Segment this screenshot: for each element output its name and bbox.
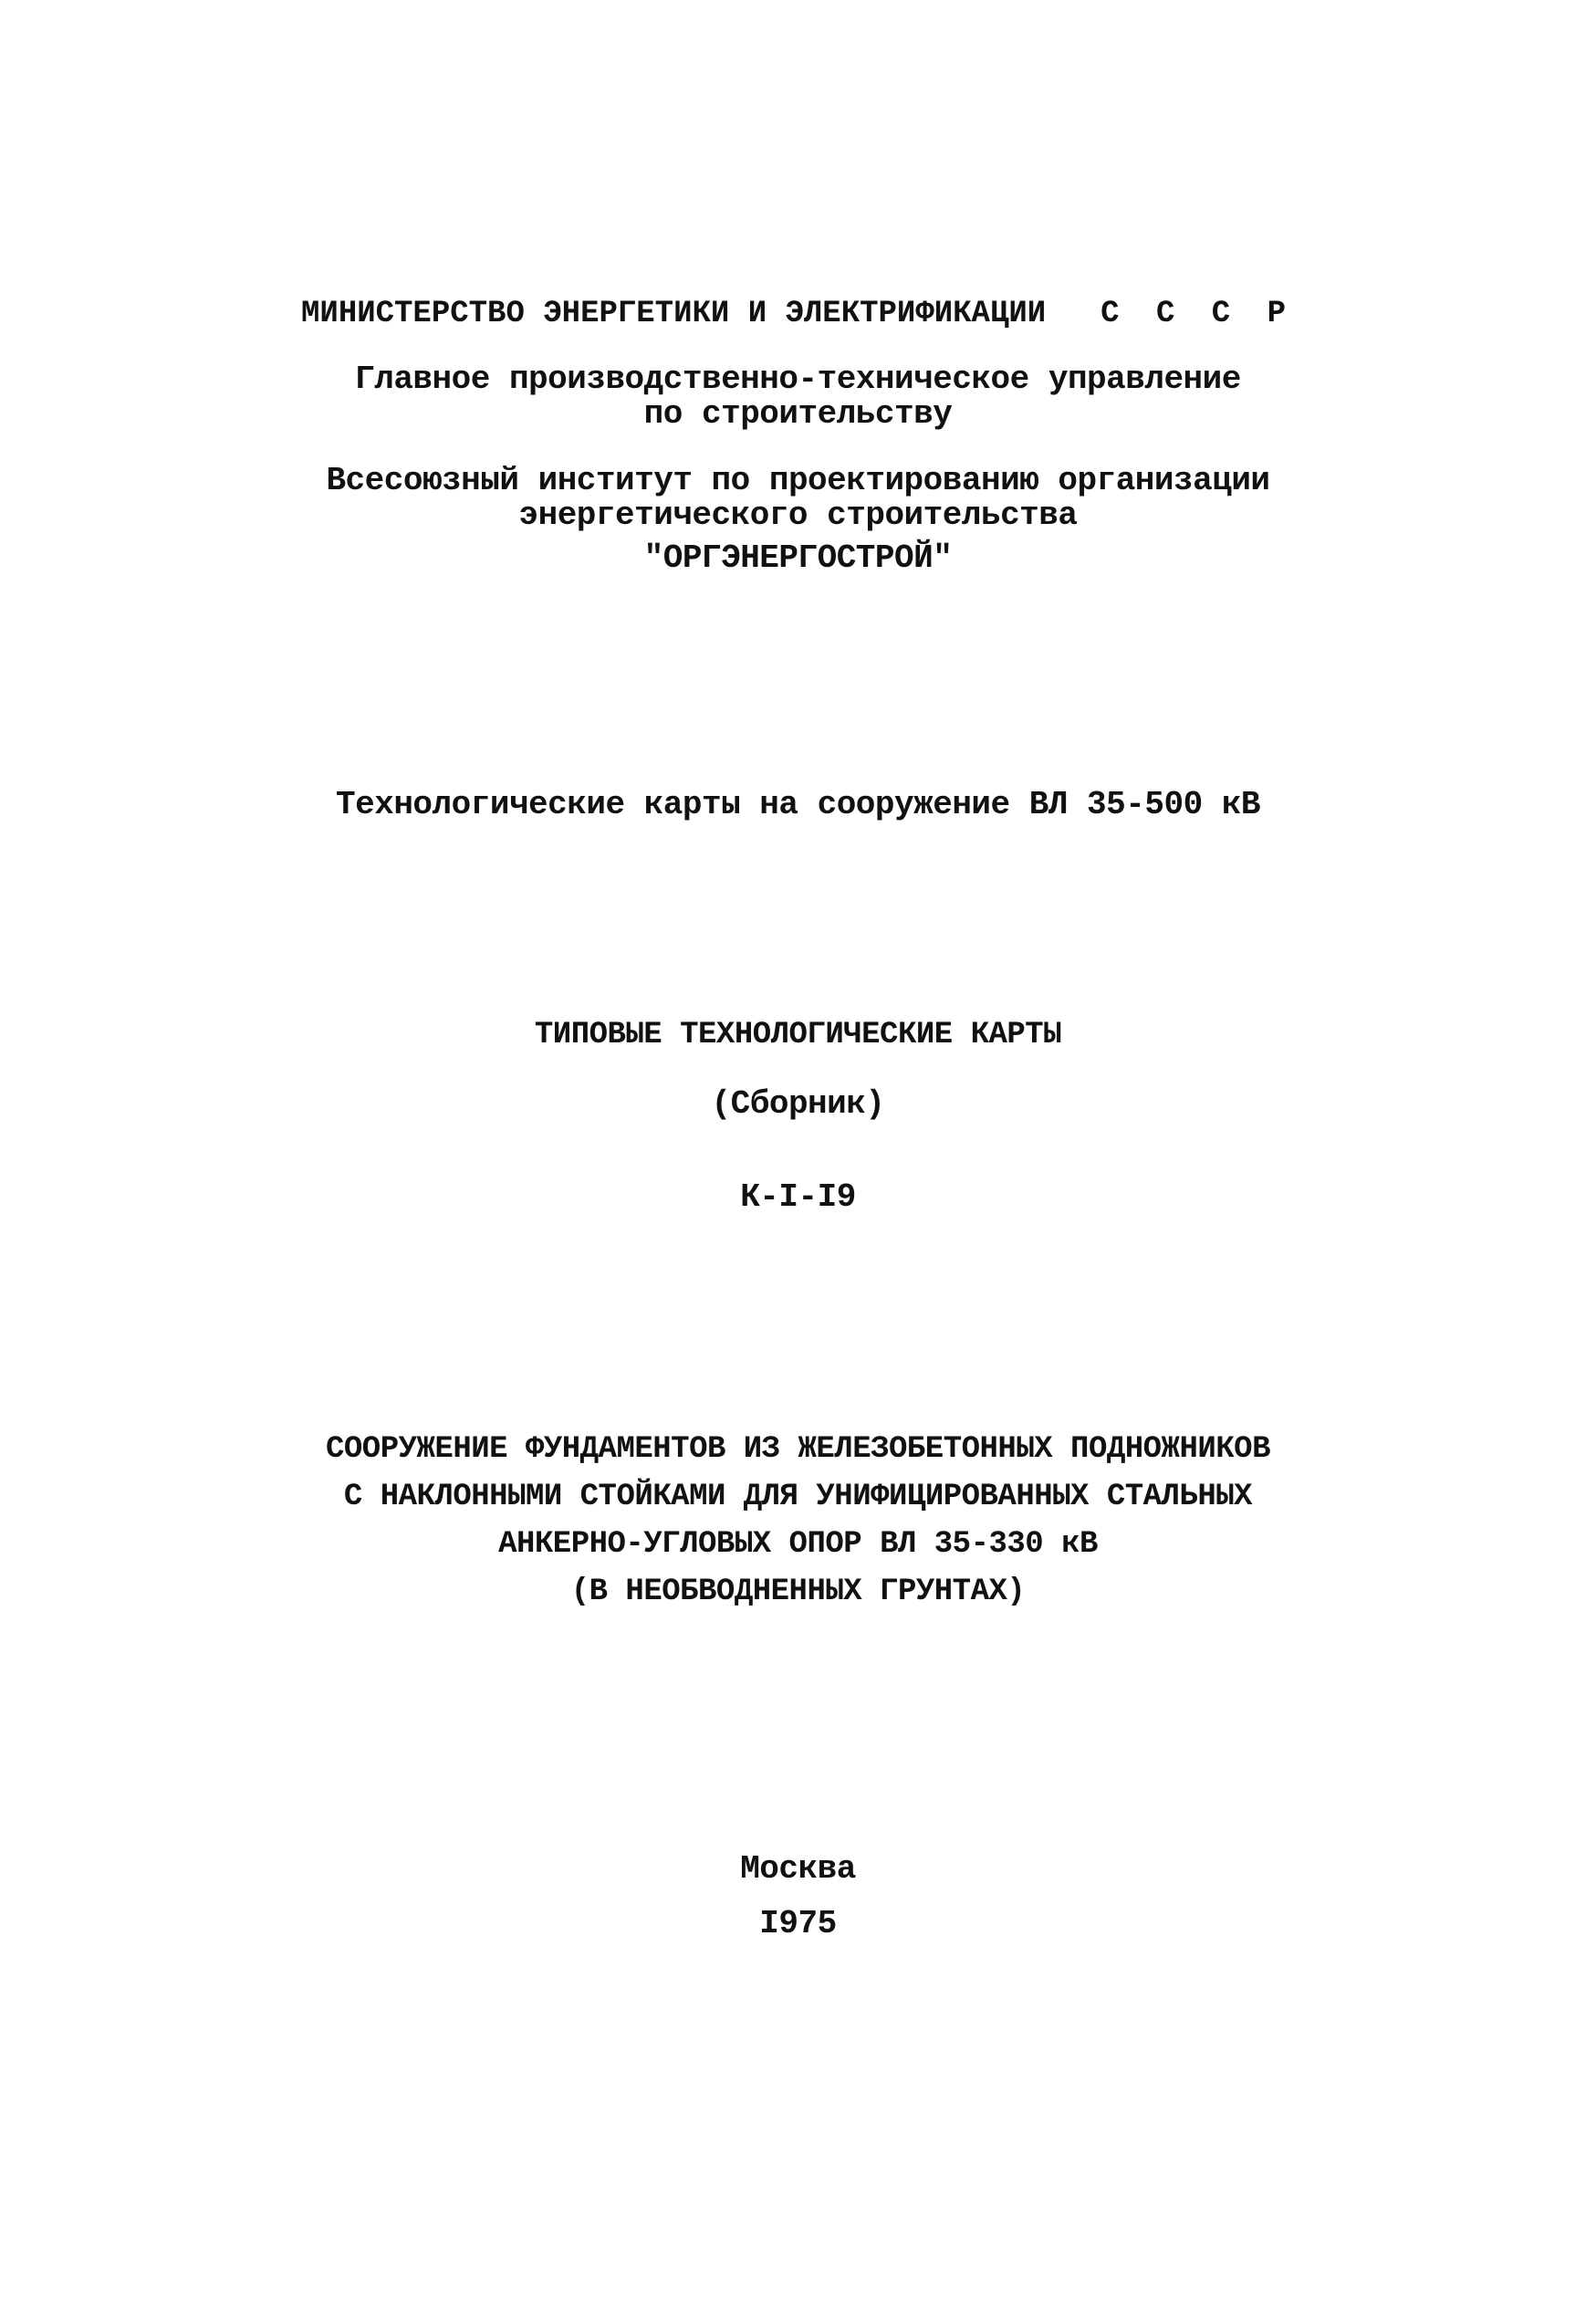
institute-line-2: энергетического строительства (518, 497, 1078, 534)
institute-name: "ОРГЭНЕРГОСТРОЙ" (643, 539, 953, 577)
directorate-line-1: Главное производственно-техническое управление (355, 361, 1241, 398)
subject-line-4: (В НЕОБВОДНЕННЫХ ГРУНТАХ) (570, 1575, 1026, 1609)
imprint-city: Москва (740, 1850, 856, 1888)
subject-line-1: СООРУЖЕНИЕ ФУНДАМЕНТОВ ИЗ ЖЕЛЕЗОБЕТОННЫХ ПОДНОЖНИКОВ (326, 1432, 1270, 1467)
ministry-name: МИНИСТЕРСТВО ЭНЕРГЕТИКИ И ЭЛЕКТРИФИКАЦИИ (301, 297, 1047, 331)
collection-code: К-I-I9 (740, 1178, 856, 1216)
subject-line-3: АНКЕРНО-УГЛОВЫХ ОПОР ВЛ 35-330 кВ (498, 1527, 1098, 1562)
country-name: С С С Р (1101, 297, 1295, 331)
directorate-line-2: по строительству (643, 395, 953, 433)
collection-title: ТИПОВЫЕ ТЕХНОЛОГИЧЕСКИЕ КАРТЫ (534, 1018, 1062, 1052)
imprint-year: I975 (759, 1905, 837, 1942)
subject-line-2: С НАКЛОННЫМИ СТОЙКАМИ ДЛЯ УНИФИЦИРОВАННЫХ СТАЛЬНЫХ (343, 1480, 1253, 1514)
ministry-heading (0, 294, 1596, 334)
institute-line-1: Всесоюзный институт по проектированию организации (326, 462, 1270, 499)
collection-subtitle: (Сборник) (711, 1085, 885, 1123)
series-title: Технологические карты на сооружение ВЛ 35-500 кВ (336, 786, 1260, 823)
